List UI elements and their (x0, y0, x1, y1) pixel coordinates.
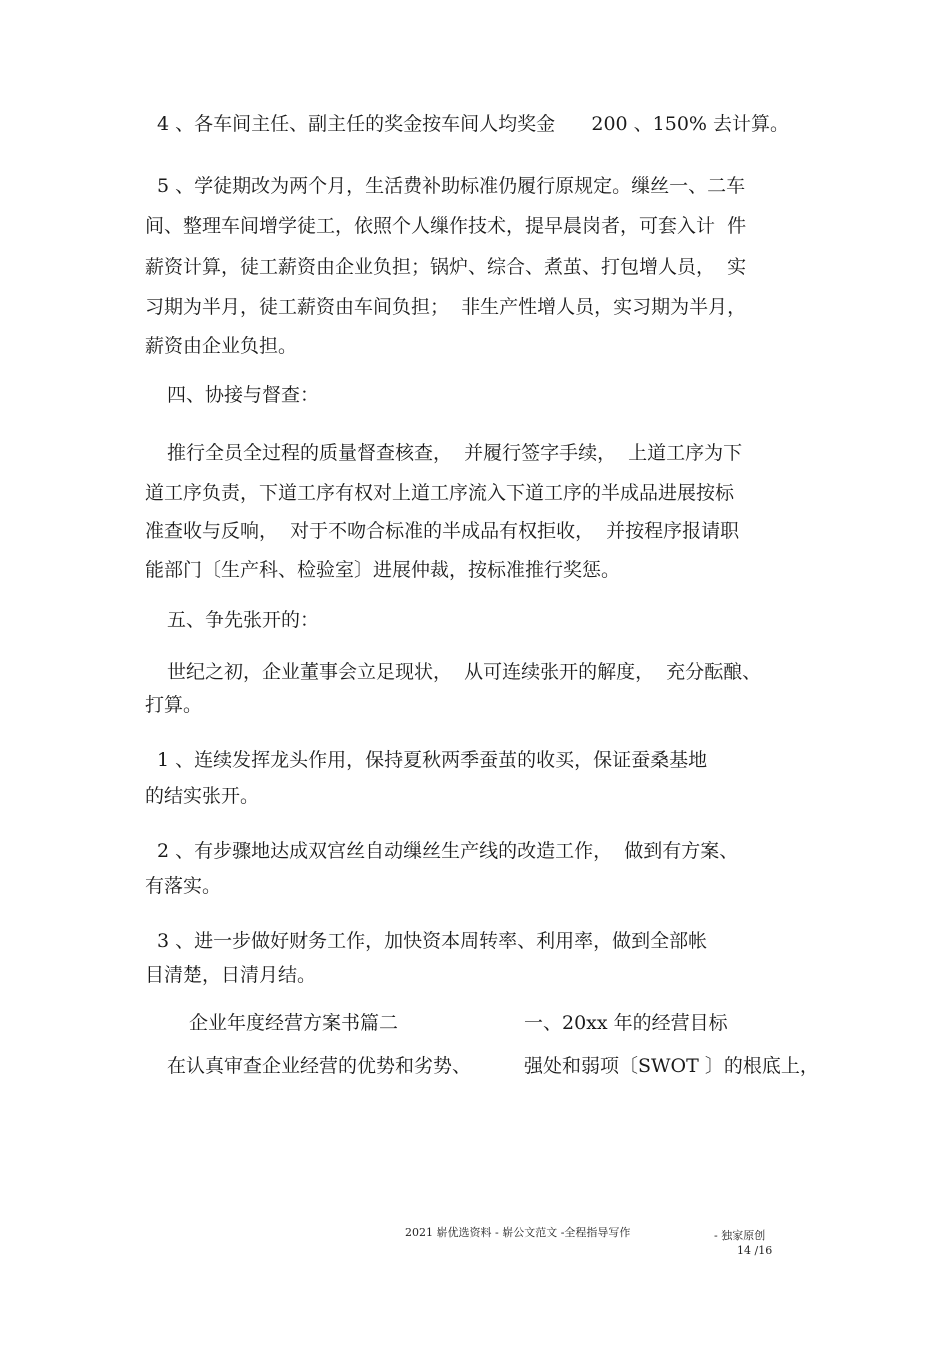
text-line-8: 推行全员全过程的质量督查核查， 并履行签字手续， 上道工序为下 (167, 442, 743, 464)
text-line-10: 准查收与反响， 对于不吻合标准的半成品有权拒收， 并按程序报请职 (145, 520, 740, 542)
text-line-9: 道工序负责，下道工序有权对上道工序流入下道工序的半成品进展按标 (145, 482, 735, 504)
text-line-16: 的结实张开。 (145, 785, 260, 807)
text-line-6: 薪资由企业负担。 (145, 335, 298, 357)
text-line-15: 1 、连续发挥龙头作用，保持夏秋两季蚕茧的收买，保证蚕桑基地 (157, 749, 708, 771)
text-line-3: 间、整理车间增学徒工，依照个人缫作技术，提早晨岗者，可套入计 件 (145, 215, 747, 237)
text-line-13: 世纪之初，企业董事会立足现状， 从可连续张开的解度， 充分酝酿、 (167, 661, 762, 683)
text-line-24: 强处和弱项〔SWOT 〕的根底上， (524, 1055, 819, 1077)
text-line-1: 4 、各车间主任、副主任的奖金按车间人均奖金 200 、150% 去计算。 (157, 113, 790, 135)
article-title: 企业年度经营方案书篇二 (189, 1012, 399, 1034)
text-line-23: 在认真审查企业经营的优势和劣势、 (167, 1055, 472, 1077)
footer-text: 2021 崭优选资料 - 崭公文范文 -全程指导写作 (405, 1226, 631, 1239)
text-line-14: 打算。 (145, 694, 203, 716)
footer-tag: - 独家原创 (714, 1229, 766, 1242)
section-heading-5: 五、争先张开的： (167, 609, 320, 631)
section-heading-1: 一、20xx 年的经营目标 (524, 1012, 728, 1034)
page-number: 14 /16 (737, 1244, 773, 1257)
section-heading-4: 四、协接与督查： (167, 384, 320, 406)
text-line-5: 习期为半月，徒工薪资由车间负担； 非生产性增人员，实习期为半月， (145, 296, 747, 318)
text-line-17: 2 、有步骤地达成双宫丝自动缫丝生产线的改造工作， 做到有方案、 (157, 840, 739, 862)
text-line-2: 5 、学徒期改为两个月，生活费补助标准仍履行原规定。缫丝一、二车 (157, 175, 746, 197)
text-line-19: 3 、进一步做好财务工作，加快资本周转率、利用率，做到全部帐 (157, 930, 708, 952)
text-line-20: 目清楚，日清月结。 (145, 964, 317, 986)
text-line-4: 薪资计算，徒工薪资由企业负担；锅炉、综合、煮茧、打包增人员， 实 (145, 256, 747, 278)
text-line-11: 能部门〔生产科、检验室〕进展仲裁，按标准推行奖惩。 (145, 559, 621, 581)
text-line-18: 有落实。 (145, 875, 222, 897)
